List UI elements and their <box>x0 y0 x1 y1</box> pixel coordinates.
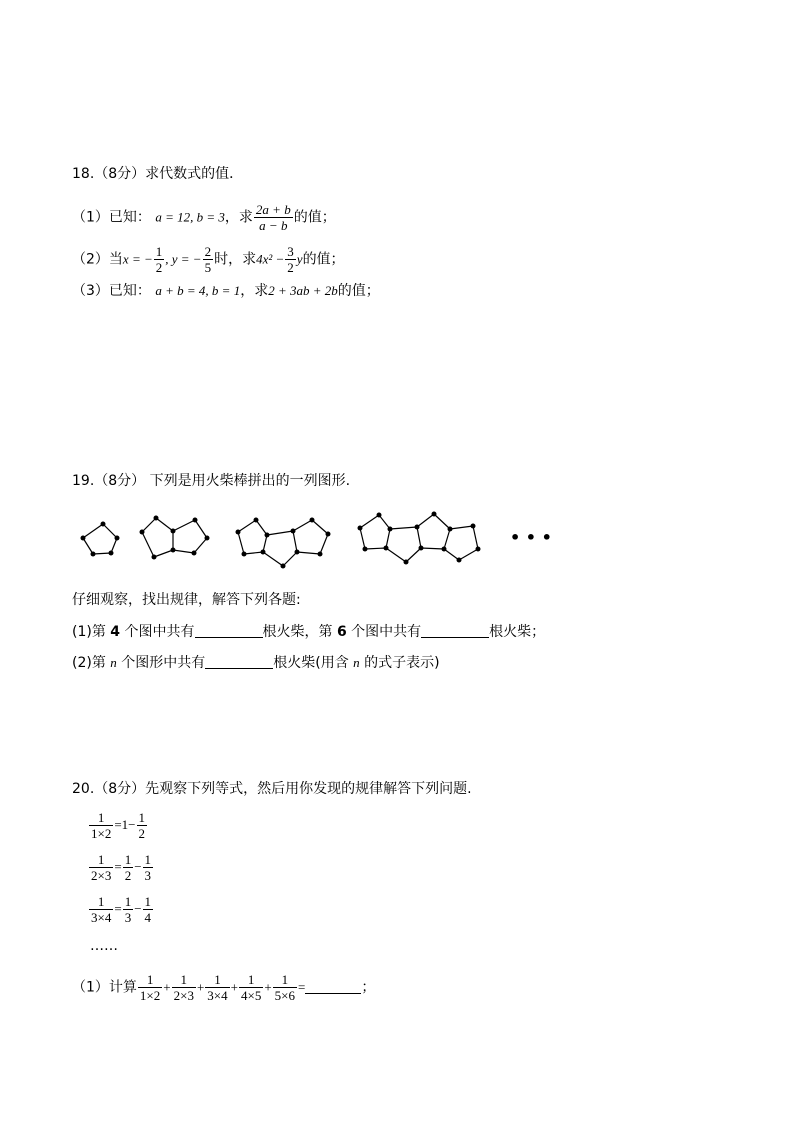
q20-p1-suffix: ； <box>361 979 376 996</box>
q20-eq2-b-den: 3 <box>144 868 152 883</box>
q19-part2 <box>72 653 440 673</box>
q20-term5-den: 5×6 <box>274 988 296 1003</box>
q18-p2-expr1: 4x² − <box>256 251 285 267</box>
q19-p2-c: 根火柴(用含 <box>273 655 349 671</box>
q18-part2 <box>72 244 345 275</box>
q19-p2-n2: n <box>353 655 360 670</box>
q20-eq2-eq: = <box>114 859 122 874</box>
q18-p1-mid: ，求 <box>224 209 253 226</box>
figure-2 <box>140 516 210 560</box>
q18-p1-suffix: 的值； <box>293 209 336 226</box>
q18-p2-y: , y = − <box>165 251 202 267</box>
q19-p1-e: 根火柴； <box>489 624 546 640</box>
q19-p2-d: 的式子表示) <box>364 655 440 671</box>
q18-part1 <box>72 202 336 233</box>
q20-term1 <box>138 972 162 1003</box>
answer-blank-1[interactable] <box>195 623 263 638</box>
q20-plus-1: + <box>163 979 171 995</box>
q20-p1-prefix: （1）计算 <box>72 979 137 996</box>
q18-p2-frac3-den: 2 <box>287 260 294 275</box>
q18-title: 18.（8分）求代数式的值． <box>72 166 244 182</box>
q20-eq2-minus: − <box>134 859 142 874</box>
q20-eq3-b-den: 4 <box>144 910 152 925</box>
q18-p2-frac2-den: 5 <box>204 260 212 275</box>
q20-eq3-a-den: 3 <box>124 910 132 925</box>
q20-eq1-num: 1 <box>89 810 113 826</box>
q20-eq3-den: 3×4 <box>91 910 112 925</box>
q18-p3-prefix: （3）已知： <box>72 283 151 299</box>
q20-eq2-num: 1 <box>89 852 113 868</box>
q20-term2-num: 1 <box>172 972 196 988</box>
q19-p1-d: 个图中共有 <box>351 624 422 640</box>
q20-eq3-b <box>143 894 154 925</box>
q19-p2-a: (2)第 <box>72 655 106 671</box>
q20-eq3-b-num: 1 <box>144 894 152 909</box>
q18-p2-frac2 <box>203 244 214 275</box>
q20-dots: …… <box>90 938 118 954</box>
q18-p2-prefix: （2）当 <box>72 251 123 268</box>
q20-term4-den: 4×5 <box>240 988 262 1003</box>
q20-eq1 <box>88 810 148 841</box>
q18-p2-expr2: y <box>296 251 303 267</box>
q18-p1-denominator: a − b <box>259 218 288 233</box>
q20-term4 <box>239 972 263 1003</box>
answer-blank-3[interactable] <box>205 654 273 669</box>
q19-p1-c: 根火柴，第 <box>262 624 333 640</box>
q19-p1-n2: 6 <box>336 624 347 640</box>
q18-p3-condition: a + b = 4, b = 1 <box>155 283 241 298</box>
q18-p3-suffix: 的值； <box>337 283 380 299</box>
q20-eq2-b <box>143 852 154 883</box>
q20-eq2-den: 2×3 <box>91 868 112 883</box>
figure-3 <box>236 518 331 569</box>
q18-p2-frac3 <box>285 244 296 275</box>
q18-p1-numerator: 2a + b <box>255 202 291 217</box>
q18-part3 <box>72 281 380 301</box>
matchstick-figures <box>70 505 570 575</box>
q20-eq2 <box>88 852 154 883</box>
q20-plus-4: + <box>264 979 272 995</box>
q20-eq1-rden: 2 <box>138 826 146 841</box>
q20-eq2-b-num: 1 <box>144 852 152 867</box>
q20-plus-3: + <box>230 979 238 995</box>
q20-eq3-eq: = <box>114 901 122 916</box>
q20-part1 <box>72 972 375 1003</box>
q18-p2-frac1 <box>154 244 165 275</box>
q20-eq3-minus: − <box>134 901 142 916</box>
q20-term5-num: 1 <box>273 972 297 988</box>
q18-p2-frac1-num: 1 <box>155 244 163 259</box>
q20-eq3-a <box>123 894 134 925</box>
q20-eq3 <box>88 894 154 925</box>
q20-term2 <box>172 972 196 1003</box>
q20-term3-den: 3×4 <box>207 988 228 1003</box>
q18-p2-x: x = − <box>122 251 153 267</box>
q20-eq1-rhs: =1− <box>114 817 136 832</box>
q20-plus-2: + <box>196 979 205 995</box>
q20-eq3-num: 1 <box>89 894 113 910</box>
q20-term5 <box>273 972 297 1003</box>
q18-p1-fraction <box>254 202 293 233</box>
answer-blank-2[interactable] <box>421 623 489 638</box>
figures-ellipsis: • • • <box>510 528 552 547</box>
q20-term3-num: 1 <box>205 972 229 988</box>
q20-eq2-lhs <box>89 852 113 883</box>
answer-blank-4[interactable] <box>305 979 361 994</box>
q20-eq2-a <box>123 852 134 883</box>
q20-eq1-lhs <box>89 810 113 841</box>
q18-p3-expr: 2 + 3ab + 2b <box>268 283 338 298</box>
q18-p2-suffix: 的值； <box>302 251 345 268</box>
q20-eq1-den: 1×2 <box>91 826 112 841</box>
q20-eq3-lhs <box>89 894 113 925</box>
q19-p2-n: n <box>110 655 117 670</box>
q19-p1-a: (1)第 <box>72 624 106 640</box>
q20-term3 <box>205 972 229 1003</box>
q18-p2-frac3-num: 3 <box>287 244 294 259</box>
q20-title: 20.（8分）先观察下列等式，然后用你发现的规律解答下列问题. <box>72 781 472 797</box>
q20-eq2-a-num: 1 <box>124 852 132 867</box>
q18-p1-condition: a = 12, b = 3 <box>155 209 225 225</box>
q19-title: 19.（8分） 下列是用火柴棒拼出的一列图形. <box>72 473 351 489</box>
q18-p2-mid: 时，求 <box>214 251 257 268</box>
q19-p2-b: 个图形中共有 <box>121 655 206 671</box>
q20-eq3-a-num: 1 <box>124 894 132 909</box>
q19-part1 <box>72 622 545 642</box>
q20-term4-num: 1 <box>239 972 263 988</box>
q20-eq2-a-den: 2 <box>124 868 132 883</box>
q19-p1-n1: 4 <box>110 624 121 640</box>
q18-p2-frac2-num: 2 <box>204 244 212 259</box>
figure-4 <box>358 512 481 565</box>
q20-equals: = <box>298 979 306 995</box>
q20-term1-num: 1 <box>138 972 162 988</box>
q20-eq1-rfrac <box>137 810 148 841</box>
figure-1 <box>81 522 120 557</box>
q18-p3-mid: ，求 <box>240 283 269 299</box>
q20-eq1-rnum: 1 <box>138 810 146 825</box>
q18-p1-prefix: （1）已知： <box>72 209 151 226</box>
q18-p2-frac1-den: 2 <box>155 260 163 275</box>
q20-term1-den: 1×2 <box>139 988 161 1003</box>
q20-term2-den: 2×3 <box>173 988 194 1003</box>
q19-p1-b: 个图中共有 <box>124 624 195 640</box>
q19-instruction: 仔细观察，找出规律，解答下列各题: <box>72 592 301 608</box>
